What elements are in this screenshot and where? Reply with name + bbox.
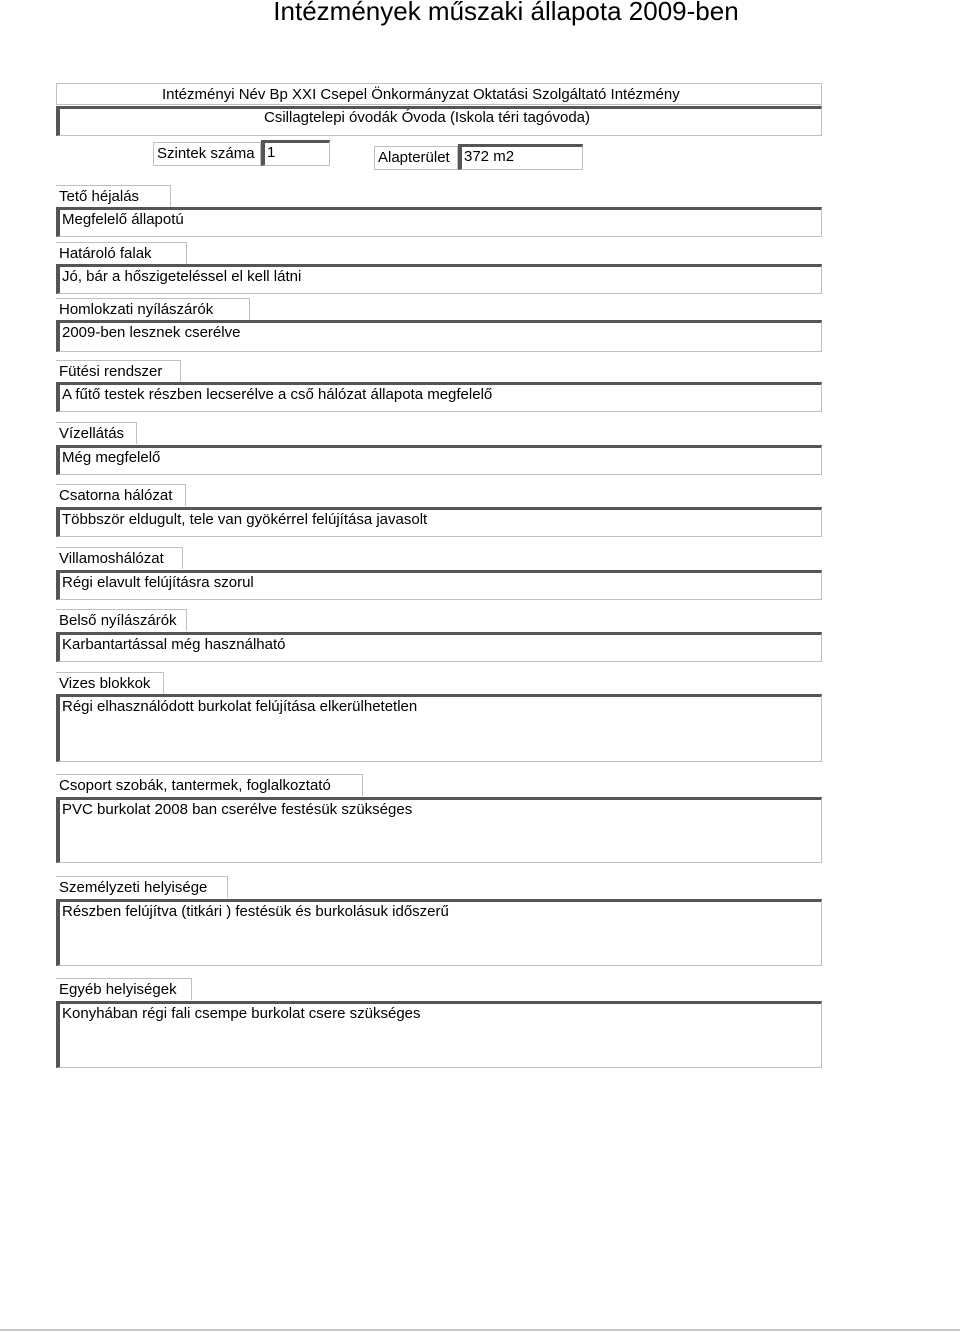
levels-label: Szintek száma (153, 142, 261, 166)
section-value-sewer: Többször eldugult, tele van gyökérrel felújítása javasolt (56, 507, 822, 537)
section-value-heating: A fűtő testek részben lecserélve a cső hálózat állapota megfelelő (56, 382, 822, 412)
section-label-other-rooms: Egyéb helyiségek (56, 978, 192, 1000)
section-value-water: Még megfelelő (56, 445, 822, 475)
levels-field: 1 (261, 140, 330, 166)
section-value-wet-blocks: Régi elhasználódott burkolat felújítása elkerülhetetlen (56, 694, 822, 762)
section-label-staff-rooms: Személyzeti helyisége (56, 876, 228, 898)
section-label-roof: Tető héjalás (56, 185, 171, 207)
section-label-interior-openings: Belső nyílászárók (56, 609, 187, 631)
section-label-water: Vízellátás (56, 422, 137, 444)
section-value-group-rooms: PVC burkolat 2008 ban cserélve festésük szükséges (56, 797, 822, 863)
area-label: Alapterület (374, 146, 458, 170)
section-label-walls: Határoló falak (56, 242, 187, 264)
area-field: 372 m2 (458, 144, 583, 170)
section-value-interior-openings: Karbantartással még használható (56, 632, 822, 662)
section-label-heating: Fütési rendszer (56, 360, 181, 382)
section-label-wet-blocks: Vizes blokkok (56, 672, 164, 694)
section-label-sewer: Csatorna hálózat (56, 484, 186, 506)
section-value-electrical: Régi elavult felújításra szorul (56, 570, 822, 600)
section-value-roof: Megfelelő állapotú (56, 207, 822, 237)
section-value-staff-rooms: Részben felújítva (titkári ) festésük és burkolásuk időszerű (56, 899, 822, 966)
page-title: Intézmények műszaki állapota 2009-ben (273, 0, 739, 26)
section-label-electrical: Villamoshálózat (56, 547, 183, 569)
section-label-group-rooms: Csoport szobák, tantermek, foglalkoztató (56, 774, 363, 796)
section-value-facade-openings: 2009-ben lesznek cserélve (56, 320, 822, 352)
section-label-facade-openings: Homlokzati nyílászárók (56, 298, 250, 320)
section-value-other-rooms: Konyhában régi fali csempe burkolat csere szükséges (56, 1001, 822, 1068)
page-bottom-rule (0, 1329, 960, 1331)
institution-subtitle: Csillagtelepi óvodák Óvoda (Iskola téri tagóvoda) (264, 109, 591, 126)
section-value-walls: Jó, bár a hőszigeteléssel el kell látni (56, 264, 822, 294)
institution-name: Intézményi Név Bp XXI Csepel Önkormányzat Oktatási Szolgáltató Intézmény (162, 86, 680, 103)
